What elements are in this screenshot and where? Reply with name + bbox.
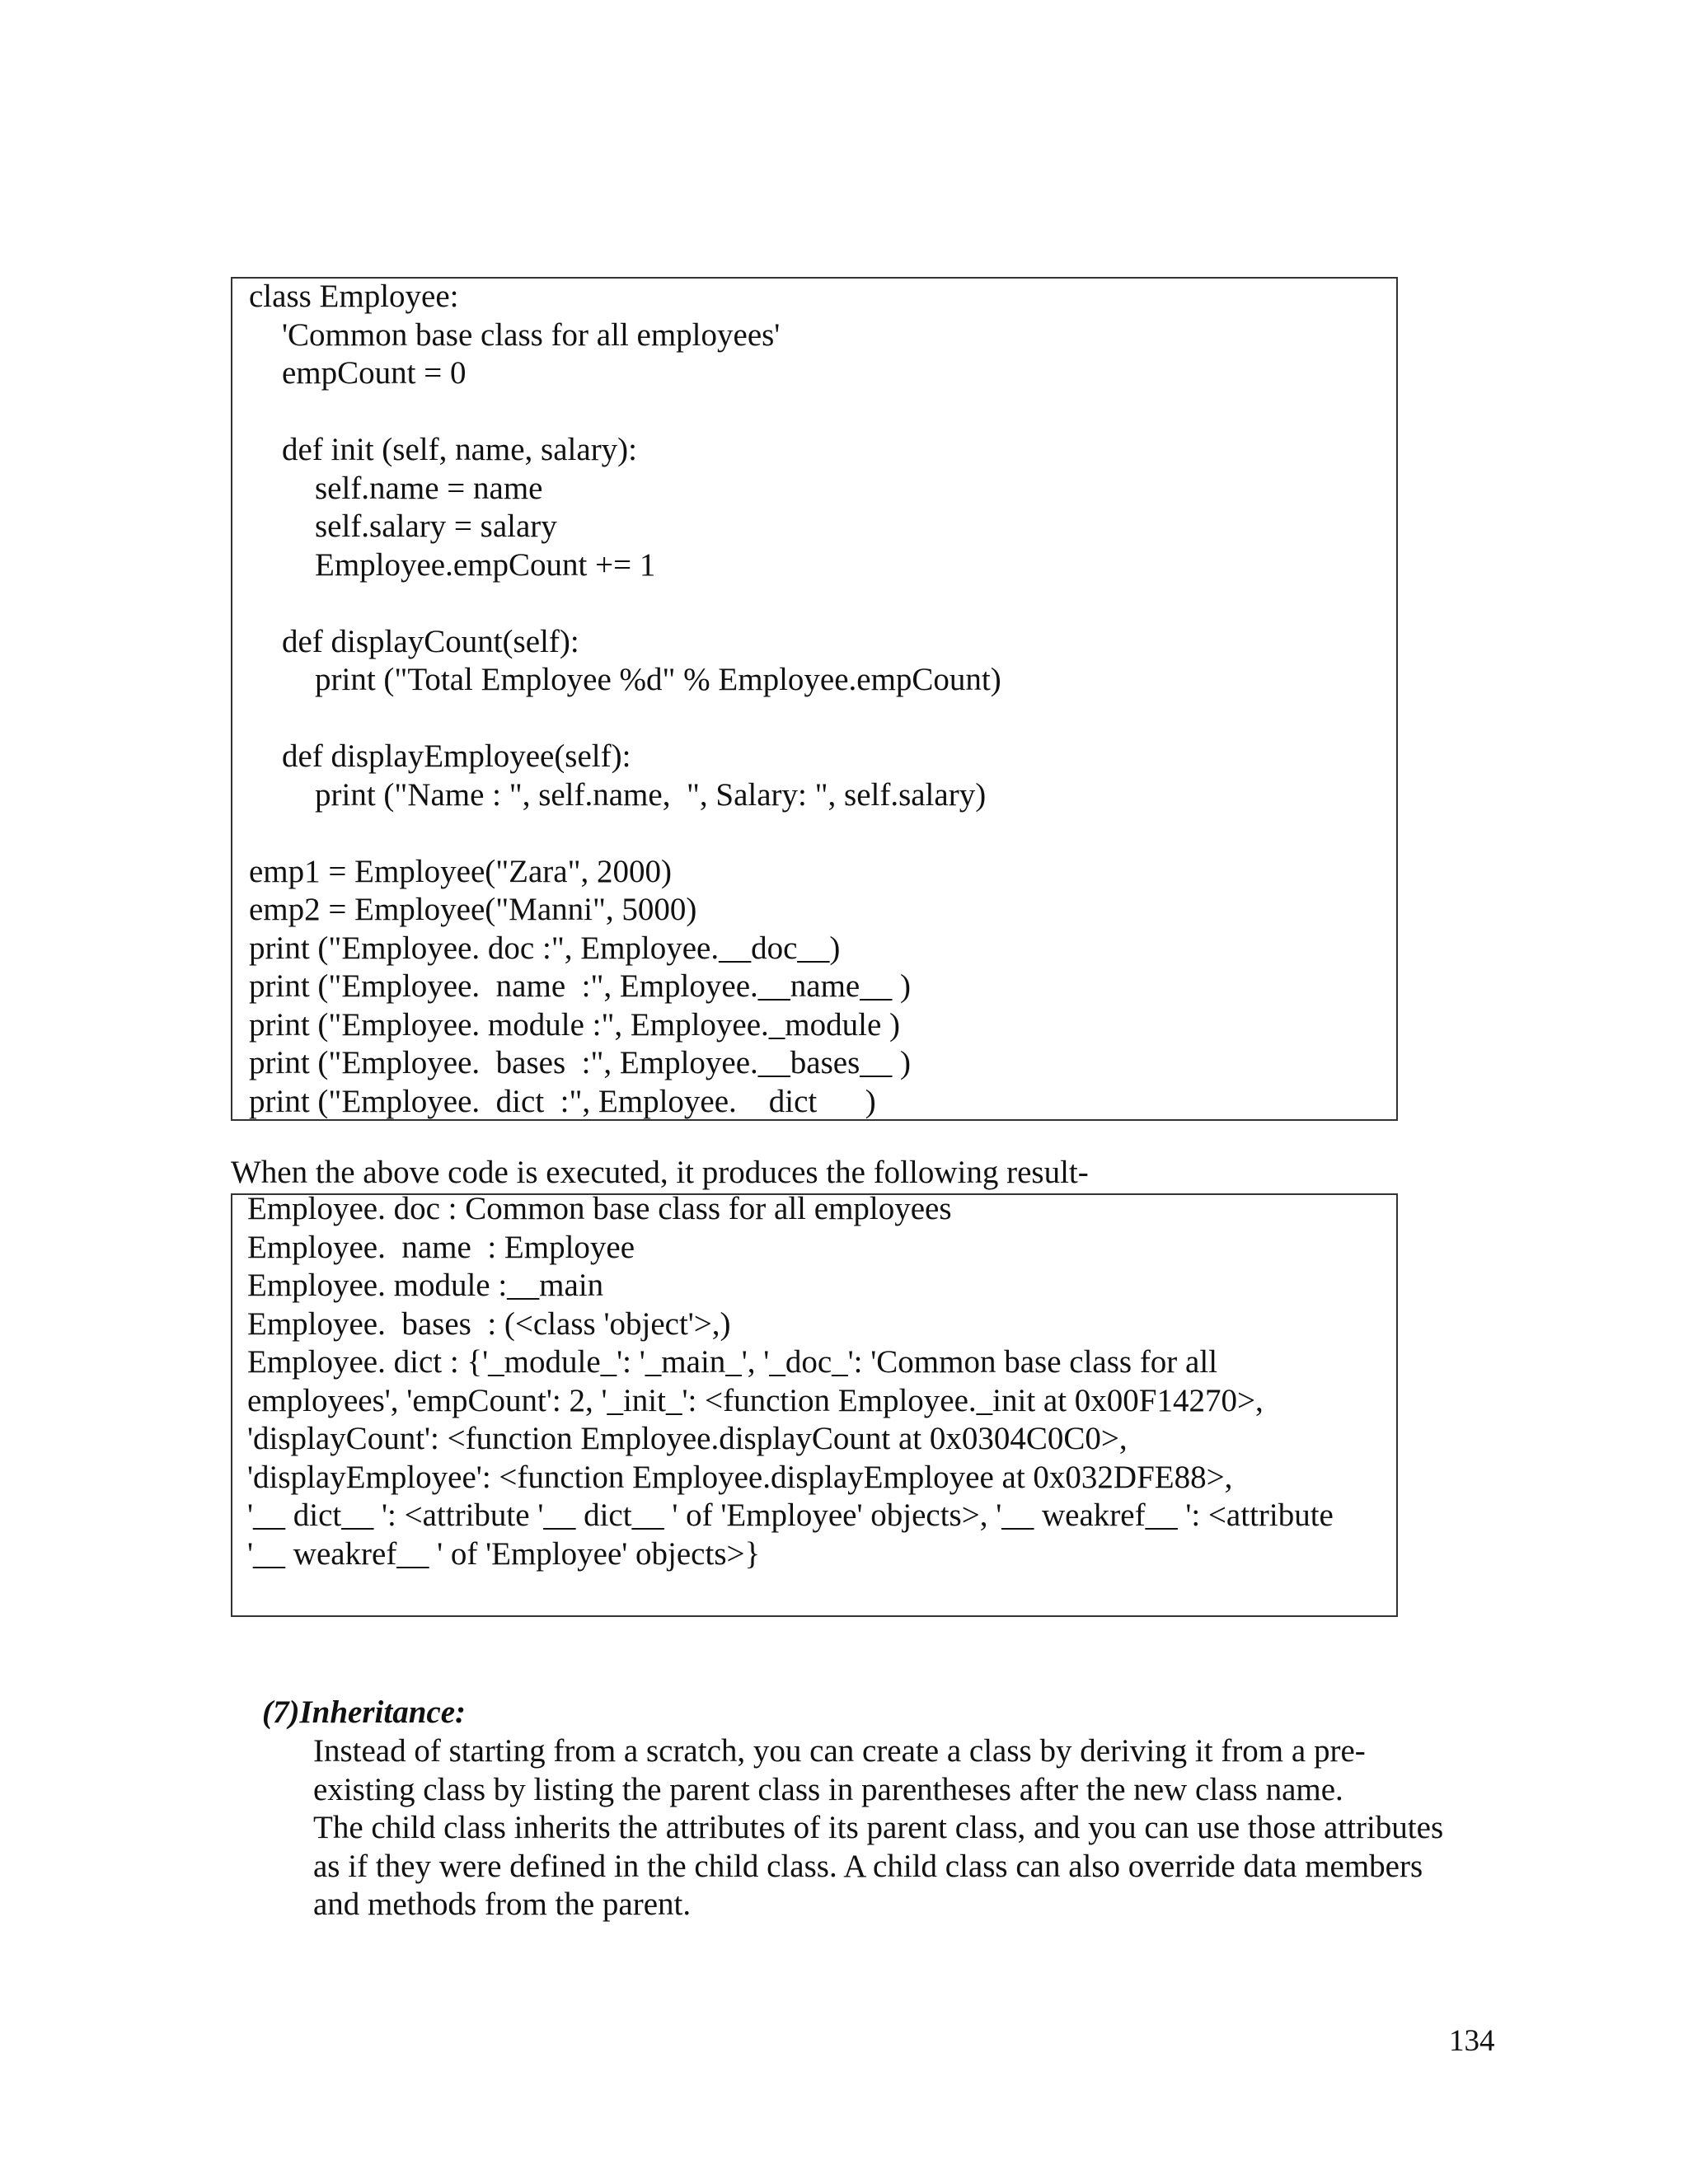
code-line: print ("Total Employee %d" % Employee.empCount) [315,662,1001,697]
code-line: def displayCount(self): [282,623,579,659]
code-line [249,584,1396,623]
code-line: emp1 = Employee("Zara", 2000) [249,853,672,889]
code-line: class Employee: [249,279,459,314]
output-line: 'displayCount': <function Employee.displayCount at 0x0304C0C0>, [247,1421,1128,1456]
code-line: def init (self, name, salary): [282,432,637,467]
code-line: print ("Employee. doc :", Employee.__doc__) [249,930,841,966]
code-line [249,700,1396,738]
code-line: print ("Employee. name :", Employee.__name__ ) [249,968,911,1004]
code-example-box [231,277,1398,1121]
output-line: 'displayEmployee': <function Employee.displayEmployee at 0x032DFE88>, [247,1459,1233,1495]
output-line: employees', 'empCount': 2, '_init_': <function Employee._init at 0x00F14270>, [247,1382,1264,1418]
output-line: Employee. dict : {'_module_': '_main_', '_doc_': 'Common base class for all [247,1344,1218,1380]
section-body-line: existing class by listing the parent class in parentheses after the new class name. [313,1771,1343,1807]
code-line: Employee.empCount += 1 [315,546,656,583]
section-body-line: and methods from the parent. [313,1886,692,1922]
code-line: def displayEmployee(self): [282,738,631,774]
section-body-line: The child class inherits the attributes of its parent class, and you can use those attributes [313,1810,1444,1845]
output-intro-text: When the above code is executed, it produces the following result- [231,1155,1089,1190]
output-line: '__ weakref__ ' of 'Employee' objects>} [247,1535,761,1572]
code-line: 'Common base class for all employees' [282,316,781,353]
code-line: empCount = 0 [282,355,467,391]
section-body [313,1732,1500,1924]
section-body-line: Instead of starting from a scratch, you can create a class by deriving it from a pre- [313,1733,1366,1769]
code-line [249,393,1396,432]
code-line: emp2 = Employee("Manni", 5000) [249,892,697,927]
section-heading: (7)Inheritance: [262,1694,466,1730]
output-line: Employee. doc : Common base class for all employees [247,1191,952,1226]
code-line: print ("Employee. dict :", Employee. dict ) [249,1083,876,1119]
code-line: print ("Name : ", self.name, ", Salary: ", self.salary) [315,776,987,813]
page-number: 134 [1449,2024,1495,2058]
output-line: '__ dict__ ': <attribute '__ dict__ ' of 'Employee' objects>, '__ weakref__ ': <attribute [247,1497,1334,1533]
code-line [249,814,1396,853]
code-line: print ("Employee. module :", Employee._module ) [249,1006,900,1043]
output-line: Employee. bases : (<class 'object'>,) [247,1305,731,1342]
output-line: Employee. module :__main [247,1268,604,1303]
code-line: self.salary = salary [315,509,557,544]
output-line: Employee. name : Employee [247,1229,635,1265]
code-line: self.name = name [315,470,543,506]
section-body-line: as if they were defined in the child class. A child class can also override data members [313,1848,1423,1884]
code-line: print ("Employee. bases :", Employee.__bases__ ) [249,1045,911,1080]
output-result-box [231,1193,1398,1617]
